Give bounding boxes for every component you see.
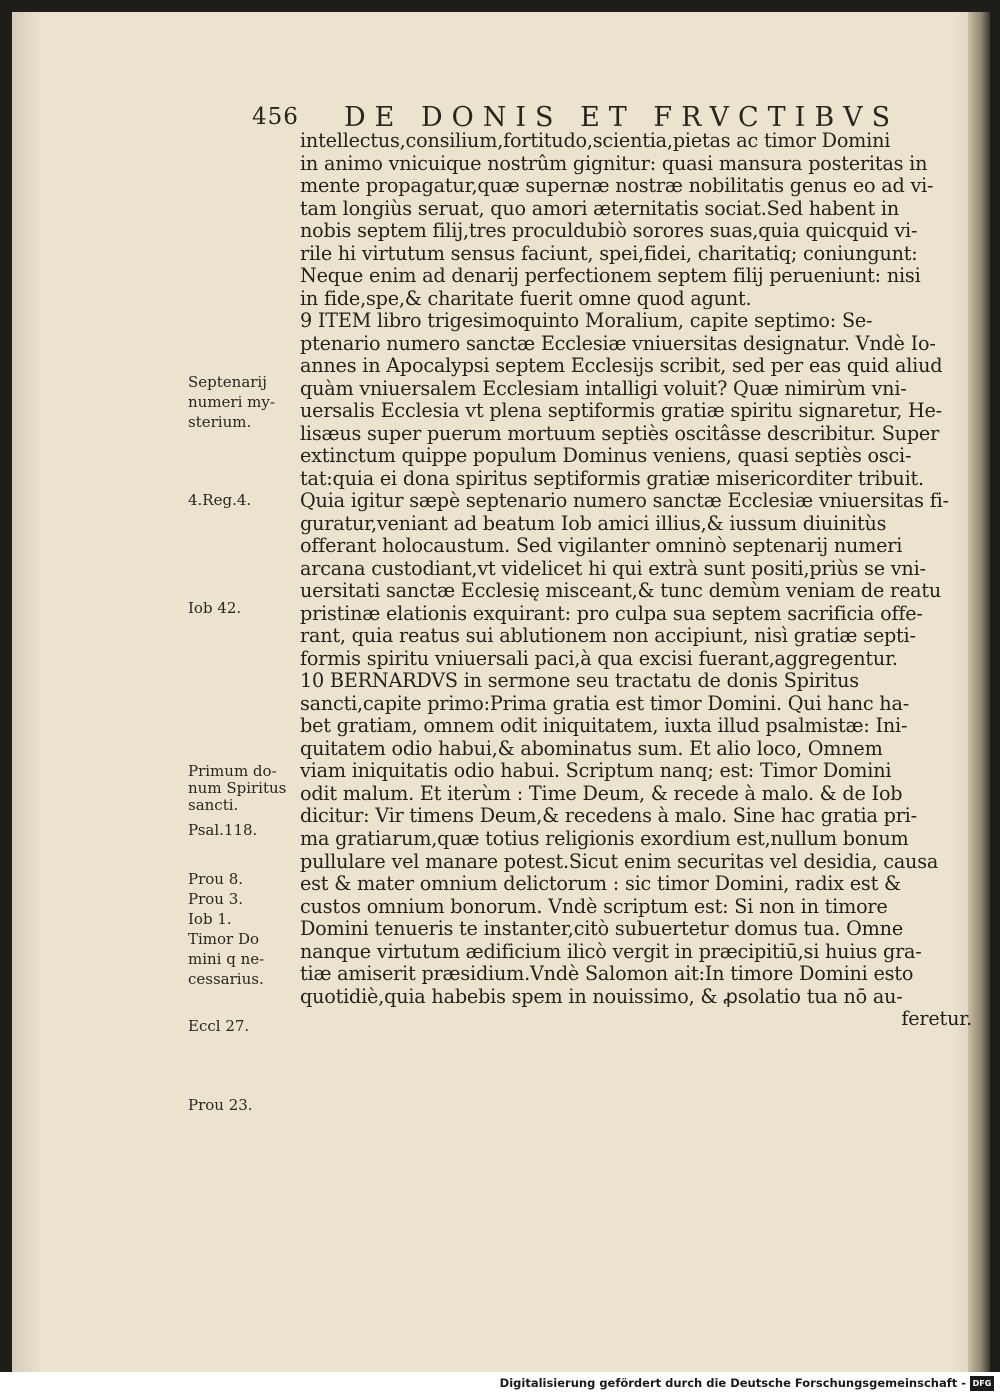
paragraph-start-line: 9 ITEM libro trigesimoquinto Moralium, capite septimo: Se- bbox=[300, 310, 873, 333]
text-line: quitatem odio habui,& abominatus sum. Et alio loco, Omnem bbox=[300, 737, 883, 760]
margin-note-line: Prou 8. bbox=[188, 870, 244, 888]
text-line: Domini tenueris te instanter,citò subuertetur domus tua. Omne bbox=[300, 918, 903, 941]
text-line: uersalis Ecclesia vt plena septiformis gratiæ spiritu signaretur, He- bbox=[300, 400, 942, 423]
text-line: extinctum quippe populum Dominus veniens, quasi septiès osci- bbox=[300, 445, 912, 468]
text-line: nanque virtutum ædificium ilicò vergit in præcipitiū,si huius gra- bbox=[300, 940, 922, 963]
text-line: mente propagatur,quæ supernæ nostræ nobilitatis genus eo ad vi- bbox=[300, 175, 934, 198]
text-line: Neque enim ad denarij perfectionem septem filij perueniunt: nisi bbox=[300, 265, 921, 288]
footer-bar bbox=[0, 1372, 1000, 1396]
margin-note-line: Prou 23. bbox=[188, 1096, 253, 1114]
text-line: in fide,spe,& charitate fuerit omne quod agunt. bbox=[300, 287, 752, 310]
text-line: viam iniquitatis odio habui. Scriptum nanq; est: Timor Domini bbox=[300, 760, 892, 783]
margin-note-line: Timor Do bbox=[188, 930, 260, 948]
text-line: quàm vniuersalem Ecclesiam intalligi voluit? Quæ nimirùm vni- bbox=[300, 377, 907, 400]
text-line: lisæus super puerum mortuum septiès oscitâsse describitur. Super bbox=[300, 422, 940, 445]
text-line: intellectus,consilium,fortitudo,scientia,pietas ac timor Domini bbox=[300, 130, 891, 152]
margin-note-line: Iob 1. bbox=[188, 910, 232, 928]
text-line: formis spiritu vniuersali paci,à qua excisi fuerant,aggregentur. bbox=[300, 647, 898, 670]
text-line: in animo vnicuique nostrûm gignitur: quasi mansura posteritas in bbox=[300, 152, 928, 175]
text-line: ma gratiarum,quæ totius religionis exordium est,nullum bonum bbox=[300, 827, 909, 850]
margin-note bbox=[188, 372, 275, 432]
margin-note-line: sancti. bbox=[188, 796, 239, 814]
margin-note-line: Eccl 27. bbox=[188, 1017, 250, 1035]
dfg-logo: DFG bbox=[970, 1376, 994, 1391]
margin-note-line: Septenarij bbox=[188, 373, 267, 391]
text-line: sancti,capite primo:Prima gratia est timor Domini. Qui hanc ha- bbox=[300, 692, 909, 715]
margin-note-line: Primum do- bbox=[188, 762, 277, 780]
margin-note bbox=[188, 763, 286, 814]
text-line: arcana custodiant,vt videlicet hi qui extrà sunt positi,priùs se vni- bbox=[300, 557, 926, 580]
margin-note bbox=[188, 869, 243, 929]
margin-note bbox=[188, 929, 264, 989]
text-line: custos omnium bonorum. Vndè scriptum est: Si non in timore bbox=[300, 895, 888, 918]
text-line: rile hi virtutum sensus faciunt, spei,fidei, charitatiq; coniungunt: bbox=[300, 242, 918, 265]
text-line: dicitur: Vir timens Deum,& recedens à malo. Sine hac gratia pri- bbox=[300, 805, 917, 828]
text-line: pristinæ elationis exquirant: pro culpa sua septem sacrificia offe- bbox=[300, 602, 923, 625]
text-line: tam longiùs seruat, quo amori æternitatis sociat.Sed habent in bbox=[300, 197, 899, 220]
text-line: guratur,veniant ad beatum Iob amici illius,& iussum diuinitùs bbox=[300, 512, 887, 535]
margin-note-line: Psal.118. bbox=[188, 821, 258, 839]
text-line: tiæ amiserit præsidium.Vndè Salomon ait:In timore Domini esto bbox=[300, 963, 914, 986]
margin-note bbox=[188, 490, 251, 510]
paragraph-start-line: 10 BERNARDVS in sermone seu tractatu de donis Spiritus bbox=[300, 670, 859, 693]
text-line: nobis septem filij,tres proculdubiò sorores suas,quia quicquid vi- bbox=[300, 220, 918, 243]
margin-note-line: 4.Reg.4. bbox=[188, 491, 252, 509]
text-line: offerant holocaustum. Sed vigilanter omninò septenarij numeri bbox=[300, 535, 903, 558]
text-line: odit malum. Et iterùm : Time Deum, & recede à malo. & de Iob bbox=[300, 782, 903, 805]
text-line: ptenario numero sanctæ Ecclesiæ vniuersitas designatur. Vndè Io- bbox=[300, 332, 936, 355]
text-line: Quia igitur sæpè septenario numero sanctæ Ecclesiæ vniuersitas fi- bbox=[300, 490, 949, 513]
text-line: uersitati sanctæ Ecclesię misceant,& tunc demùm veniam de reatu bbox=[300, 580, 942, 603]
text-line: bet gratiam, omnem odit iniquitatem, iuxta illud psalmistæ: Ini- bbox=[300, 715, 908, 738]
margin-note bbox=[188, 1016, 249, 1036]
main-text-block bbox=[300, 130, 978, 1031]
margin-note-line: Iob 42. bbox=[188, 599, 242, 617]
margin-note bbox=[188, 1095, 253, 1115]
margin-note-line: num Spiritus bbox=[188, 779, 287, 797]
margin-note-line: cessarius. bbox=[188, 970, 264, 988]
text-line: tat:quia ei dona spiritus septiformis gratiæ misericorditer tribuit. bbox=[300, 467, 924, 490]
margin-note-line: numeri my- bbox=[188, 393, 275, 411]
text-line: quotidiè,quia habebis spem in nouissimo, & ꝓsolatio tua nō au- bbox=[300, 985, 903, 1008]
margin-note-line: sterium. bbox=[188, 413, 252, 431]
text-line: annes in Apocalypsi septem Ecclesijs scribit, sed per eas quid aliud bbox=[300, 355, 943, 378]
margin-note-line: mini q ne- bbox=[188, 950, 265, 968]
margin-note-line: Prou 3. bbox=[188, 890, 244, 908]
text-line: pullulare vel manare potest.Sicut enim securitas vel desidia, causa bbox=[300, 850, 939, 873]
funding-notice: Digitalisierung gefördert durch die Deutsche Forschungsgemeinschaft - bbox=[499, 1376, 966, 1390]
text-line: est & mater omnium delictorum : sic timor Domini, radix est & bbox=[300, 873, 901, 896]
margin-note bbox=[188, 598, 241, 618]
margin-note bbox=[188, 820, 257, 840]
text-line-final: feretur. bbox=[901, 1008, 972, 1031]
running-title: DE DONIS ET FRVCTIBVS bbox=[344, 102, 900, 133]
text-line: rant, quia reatus sui ablutionem non accipiunt, nisì gratiæ septi- bbox=[300, 625, 916, 648]
page-number: 456 bbox=[252, 104, 299, 130]
